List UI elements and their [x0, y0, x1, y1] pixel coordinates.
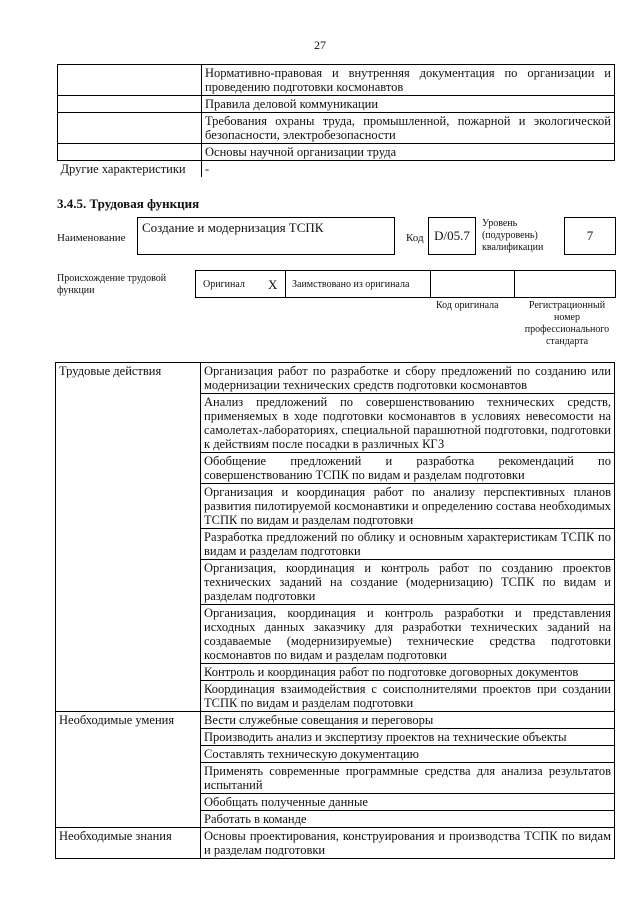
- code-original-caption: Код оригинала: [436, 300, 499, 311]
- original-label: Оригинал: [203, 279, 245, 290]
- name-label: Наименование: [57, 232, 126, 244]
- knowledge-row: [56, 828, 615, 859]
- reg-number-caption: Регистрационный номер профессионального стандарта: [524, 300, 610, 347]
- table-cell: Требования охраны труда, промышленной, пожарной и экологической безопасности, электробезопасности: [202, 113, 615, 144]
- skill-item: Работать в команде: [201, 811, 615, 828]
- skill-item: Применять современные программные средства для анализа результатов испытаний: [201, 763, 615, 794]
- origin-box: [195, 270, 616, 298]
- table-cell: Основы научной организации труда: [202, 144, 615, 161]
- table-cell: Нормативно-правовая и внутренняя документация по организации и проведению подготовки космонавтов: [202, 65, 615, 96]
- original-mark: X: [268, 277, 278, 292]
- level-label: Уровень (подуровень) квалификации: [482, 218, 544, 253]
- knowledge-item: Основы проектирования, конструирования и производства ТСПК по видам и разделам подготовки: [201, 828, 615, 859]
- labor-action-item: Организация, координация и контроль разработки и представления исходных данных заказчику для разработки технических заданий на создаваемые (модернизируемые) технические средства подготовки космонавтов по видам и разделам подготовки: [201, 605, 615, 664]
- knowledge-group-label: Необходимые знания: [56, 828, 201, 859]
- labor-action-group-label: Трудовые действия: [56, 363, 201, 712]
- skill-item: Составлять техническую документацию: [201, 746, 615, 763]
- skill-item: Обобщать полученные данные: [201, 794, 615, 811]
- table-label-empty: [58, 144, 202, 161]
- code-label: Код: [406, 232, 424, 244]
- section-title: 3.4.5. Трудовая функция: [57, 196, 200, 211]
- other-characteristics-value: -: [202, 161, 615, 178]
- table-cell: Правила деловой коммуникации: [202, 96, 615, 113]
- labor-action-row: [56, 363, 615, 394]
- labor-action-item: Организация, координация и контроль работ по созданию проектов технических заданий на создание (модернизацию) ТСПК по видам и разделам подготовки: [201, 560, 615, 605]
- divider: [285, 271, 286, 297]
- labor-action-item: Разработка предложений по облику и основным характеристикам ТСПК по видам и разделам подготовки: [201, 529, 615, 560]
- divider: [514, 271, 515, 297]
- qualification-level-value: 7: [564, 217, 616, 255]
- knowledge-continuation-table: [57, 64, 615, 177]
- skill-row: [56, 712, 615, 729]
- skill-group-label: Необходимые умения: [56, 712, 201, 828]
- table-label-empty: [58, 96, 202, 113]
- labor-action-item: Организация и координация работ по анализу перспективных планов развития пилотируемой космонавтики и определению состава необходимых ТСПК по видам и разделам подготовки: [201, 484, 615, 529]
- function-name-value: Создание и модернизация ТСПК: [137, 217, 395, 255]
- labor-action-item: Координация взаимодействия с соисполнителями проектов при создании ТСПК по видам и разделам подготовки: [201, 681, 615, 712]
- labor-action-item: Организация работ по разработке и сбору предложений по созданию или модернизации технических средств подготовки космонавтов: [201, 363, 615, 394]
- table-label-empty: [58, 65, 202, 96]
- table-label-empty: [58, 113, 202, 144]
- labor-action-item: Контроль и координация работ по подготовке договорных документов: [201, 664, 615, 681]
- labor-action-item: Анализ предложений по совершенствованию технических средств, применяемых в ходе подготовки космонавтов в условиях невесомости на самолетах-лабораториях, специальной парашютной подготовки, подготовки к действиям после посадки в различных КГЗ: [201, 394, 615, 453]
- skill-item: Вести служебные совещания и переговоры: [201, 712, 615, 729]
- origin-label: Происхождение трудовой функции: [57, 273, 167, 296]
- labor-function-table: [55, 362, 615, 859]
- labor-action-item: Обобщение предложений и разработка рекомендаций по совершенствованию ТСПК по видам и разделам подготовки: [201, 453, 615, 484]
- divider: [430, 271, 431, 297]
- page-number: 27: [314, 38, 326, 52]
- function-code-value: D/05.7: [428, 217, 476, 255]
- skill-item: Производить анализ и экспертизу проектов на технические объекты: [201, 729, 615, 746]
- borrowed-label: Заимствовано из оригинала: [292, 279, 410, 290]
- other-characteristics-label: Другие характеристики: [58, 161, 202, 178]
